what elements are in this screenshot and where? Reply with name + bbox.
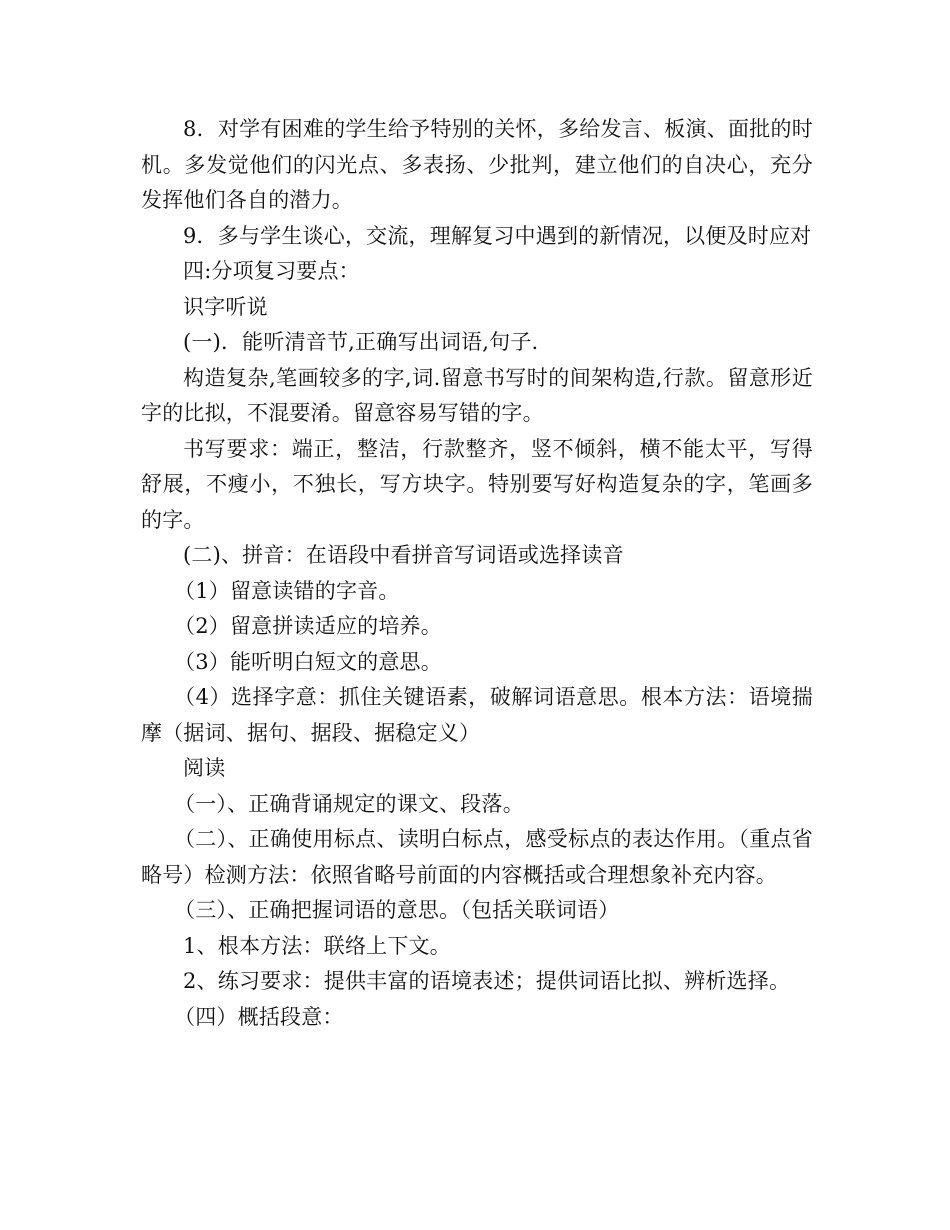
- list-item-pinyin-1: （1）留意读错的字音。: [174, 578, 400, 603]
- section-heading-review-points: 四:分项复习要点：: [183, 259, 360, 283]
- list-item-pinyin-3: （3）能听明白短文的意思。: [174, 649, 442, 674]
- list-item-pinyin-4: （4）选择字意：抓住关键语素，破解词语意思。根本方法：语境揣摩（据词、据句、据段、据稳定义）: [141, 685, 813, 745]
- list-item-method-1: 1、根本方法：联络上下文。: [183, 933, 451, 958]
- subsection-heading-reading: 阅读: [183, 756, 226, 780]
- paragraph-item-8: 8．对学有困难的学生给予特别的关怀，多给发言、板演、面批的时机。多发觉他们的闪光点、多表扬、少批判，建立他们的自决心，充分发挥他们各自的潜力。: [141, 117, 813, 212]
- paragraph-writing-requirements: 书写要求：端正，整洁，行款整齐，竖不倾斜，横不能太平，写得舒展，不瘦小，不独长，写方块字。特别要写好构造复杂的字，笔画多的字。: [141, 436, 813, 532]
- list-item-method-2: 2、练习要求：提供丰富的语境表述；提供词语比拟、辨析选择。: [183, 969, 791, 993]
- paragraph-structure: 构造复杂,笔画较多的字,词.留意书写时的间架构造,行款。留意形近字的比拟，不混要淆。留意容易写错的字。: [141, 365, 813, 425]
- paragraph-listening: (一)．能听清音节,正确写出词语,句子.: [183, 330, 539, 354]
- paragraph-pinyin: (二)、拼音：在语段中看拼音写词语或选择读音: [183, 543, 624, 567]
- subsection-heading-literacy: 识字听说: [183, 294, 268, 319]
- list-item-reading-3: （三）、正确把握词语的意思。（包括关联词语）: [174, 898, 620, 922]
- list-item-reading-4: （四）概括段意：: [174, 1004, 344, 1029]
- paragraph-item-9: 9．多与学生谈心，交流，理解复习中遇到的新情况，以便及时应对: [183, 223, 812, 248]
- list-item-pinyin-2: （2）留意拼读适应的培养。: [174, 614, 442, 638]
- list-item-reading-2: （二）、正确使用标点、读明白标点，感受标点的表达作用。（重点省略号）检测方法：依照省略号前面的内容概括或合理想象补充内容。: [141, 827, 813, 887]
- list-item-reading-1: （一）、正确背诵规定的课文、段落。: [174, 791, 524, 816]
- document-body: [141, 112, 813, 1035]
